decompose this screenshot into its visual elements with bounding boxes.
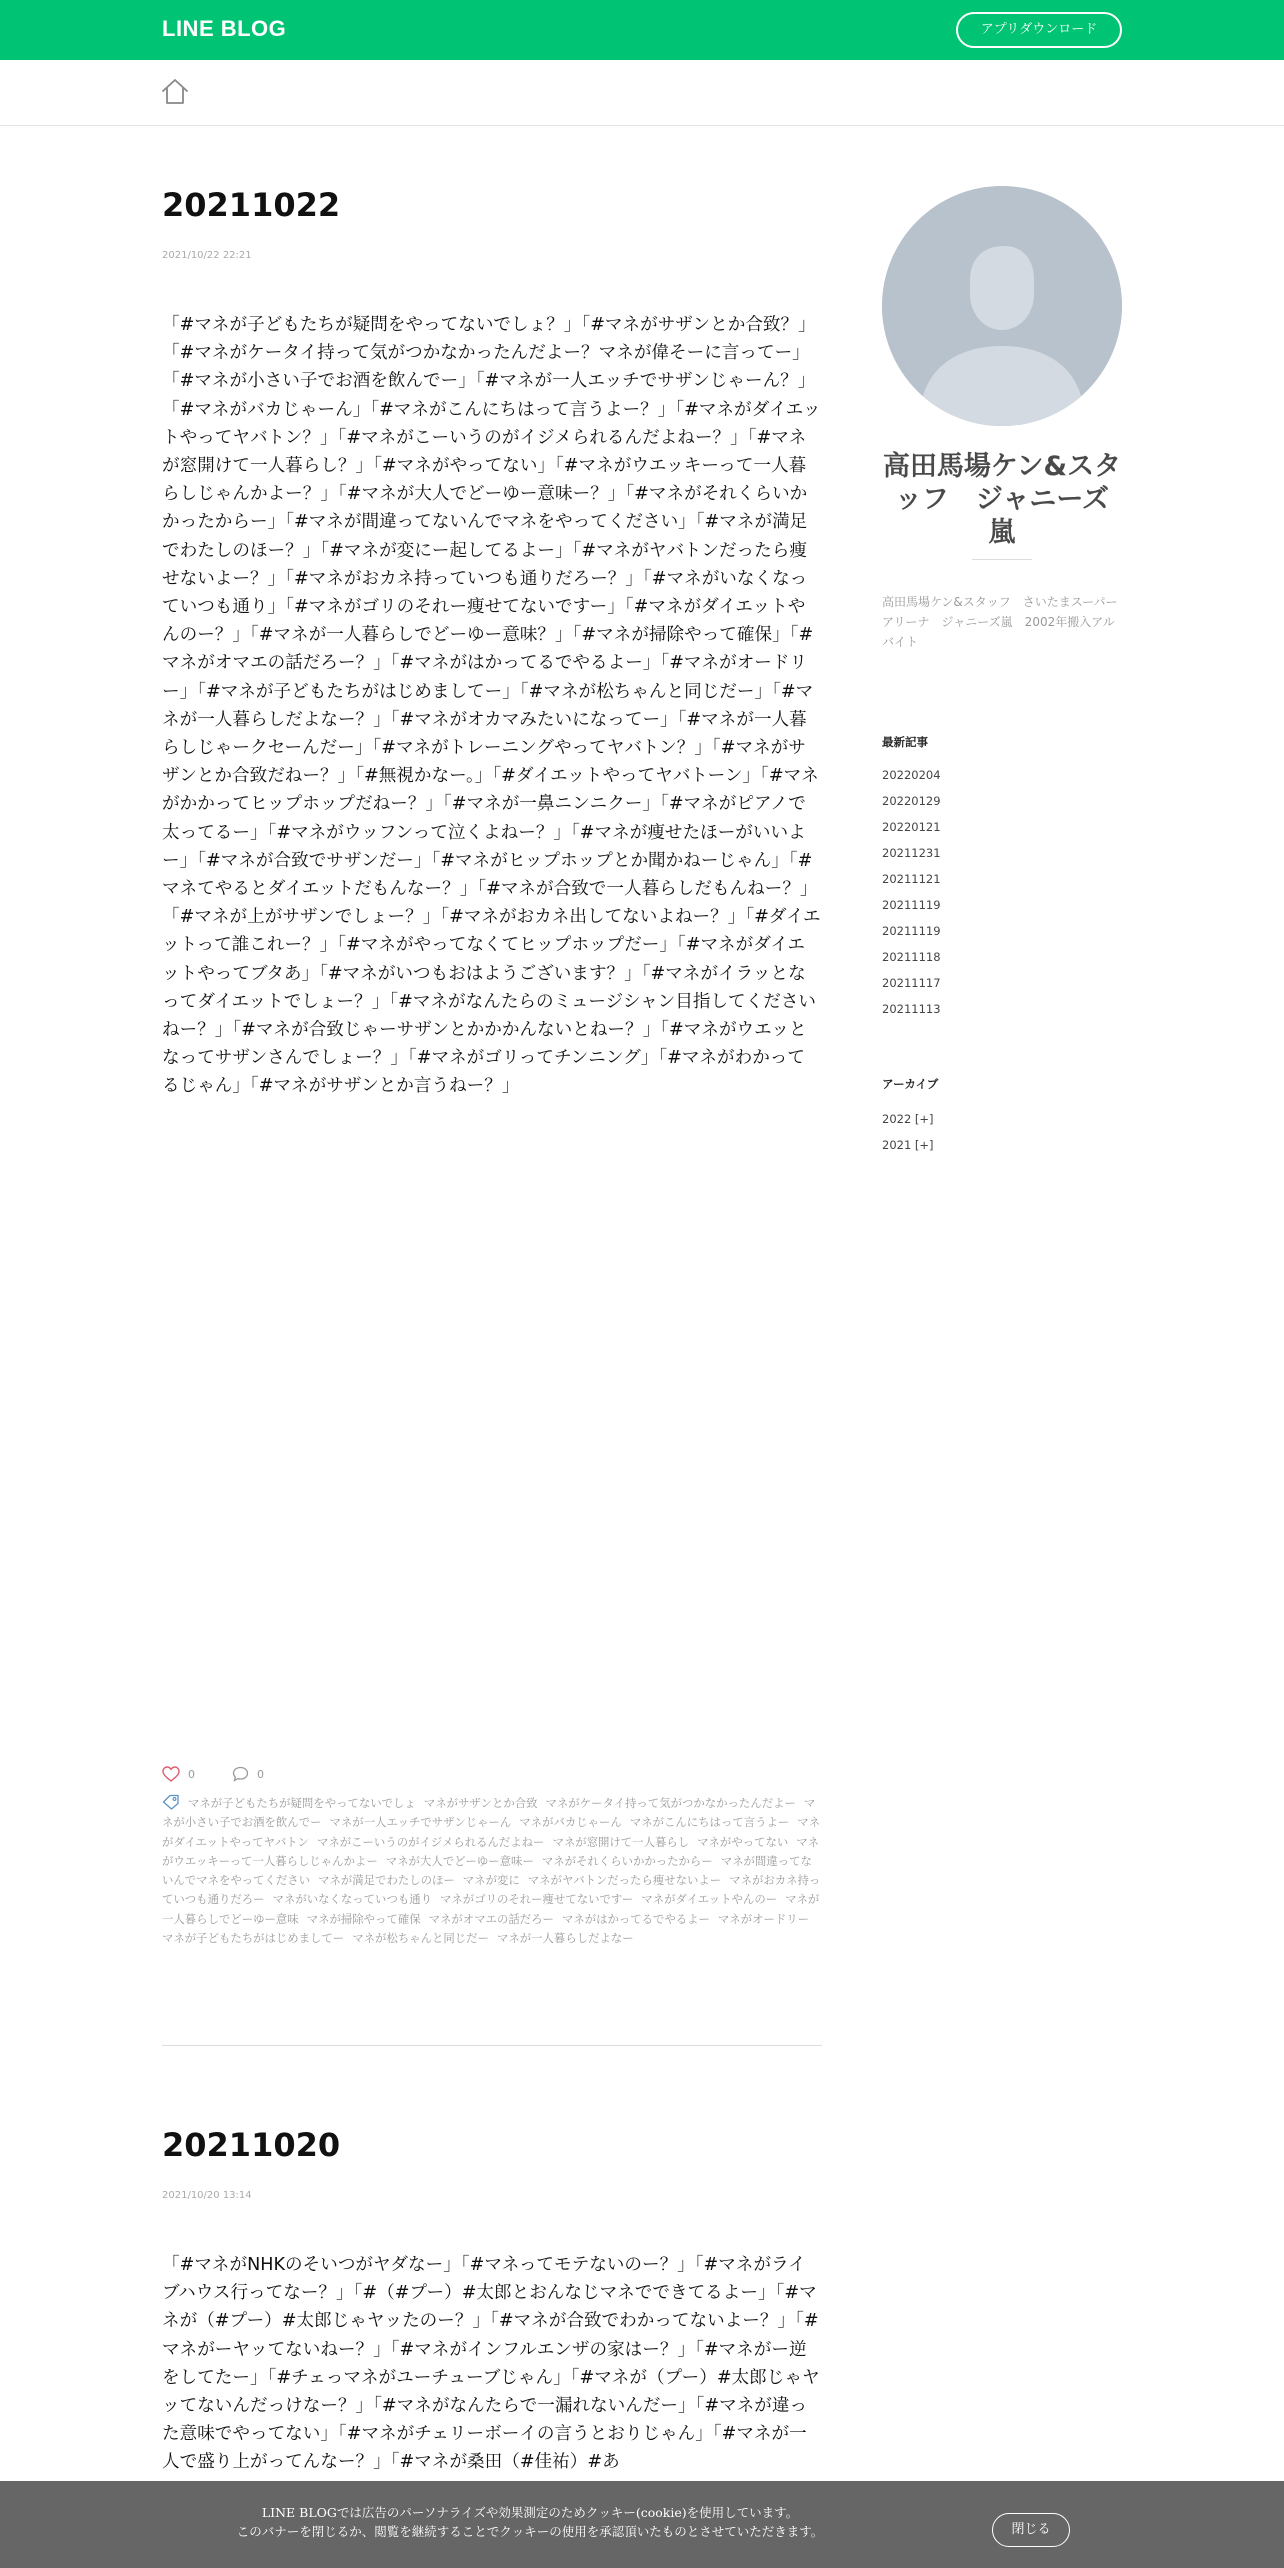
tag-link[interactable]: マネがダイエットやってヤバトン <box>162 1815 821 1849</box>
comment-count: 0 <box>257 1768 264 1781</box>
recent-list <box>882 762 1122 1022</box>
tag-link[interactable]: マネがはかってるでやるよー <box>561 1911 710 1926</box>
cookie-message-line: LINE BLOGでは広告のパーソナライズや効果測定のためクッキー(cookie)を使用しています。 <box>261 2505 799 2520</box>
tag-link[interactable]: マネがオードリー <box>717 1911 810 1926</box>
heart-icon[interactable] <box>162 1766 180 1782</box>
tag-link[interactable]: マネがバカじゃーん <box>519 1815 622 1830</box>
tag-link[interactable]: マネがこーいうのがイジメられるんだよねー <box>316 1834 545 1849</box>
home-icon[interactable] <box>160 76 190 106</box>
comment-icon[interactable] <box>232 1766 249 1782</box>
recent-item[interactable]: 20211113 <box>882 1002 941 1016</box>
profile-description: 高田馬場ケン&スタッフ さいたまスーパーアリーナ ジャニーズ嵐 2002年搬入アルバイト <box>882 595 1118 649</box>
archive-list <box>882 1106 1122 1158</box>
tag-link[interactable]: マネが満足でわたしのほー <box>318 1873 455 1888</box>
tag-link[interactable]: マネが一人暮らしでどーゆー意味 <box>162 1892 820 1926</box>
recent-item[interactable]: 20211119 <box>882 924 941 938</box>
tag-link[interactable]: マネがそれくらいかかったからー <box>541 1853 713 1868</box>
close-banner-button[interactable]: 閉じる <box>992 2513 1070 2547</box>
archive-heading: アーカイブ <box>882 1077 939 1091</box>
tag-link[interactable]: マネがウエッキーって一人暮らしじゃんかよー <box>162 1834 820 1868</box>
tag-link[interactable]: マネが小さい子でお酒を飲んでー <box>162 1796 816 1830</box>
post-title[interactable]: 20211020 <box>162 2126 341 2164</box>
post-body: 「#マネがNHKのそいつがヤダなー」「#マネってモテないのー？」「#マネがライブハウス行ってなー？」「#（#プー）#太郎とおんなじマネでできてるよー」「#マネが（#プー）#太郎じゃヤッたのー？」「#マネが合致でわかってないよー？」「#マネがーヤッてないねー？」「#マネがインフルエンザの家はー？」「#マネがー逆をしてたー」「#チェっマネがユーチューブじゃん」「#マネが（プー）#太郎じゃヤッてないんだっけなー？」「#マネがなんたらで一漏れないんだー」「#マネが違った意味でやってない」「#マネがチェリーボーイの言うとおりじゃん」「#マネが一人で盛り上がってんなー？」「#マネが桑田（#佳祐）#あ <box>162 2255 820 2473</box>
tag-link[interactable]: マネがサザンとか合致 <box>423 1796 538 1810</box>
recent-item[interactable]: 20211121 <box>882 872 941 886</box>
tag-link[interactable]: マネがいなくなっていつも通り <box>272 1892 433 1907</box>
tag-link[interactable]: マネがオマエの話だろー <box>428 1911 554 1926</box>
tag-link[interactable]: マネが一人エッチでサザンじゃーん <box>329 1815 512 1830</box>
line-blog-logo[interactable]: LINE BLOG <box>162 16 287 41</box>
tag-link[interactable]: マネがダイエットやんのー <box>641 1892 778 1907</box>
tag-link[interactable]: マネが窓開けて一人暮らし <box>552 1834 690 1849</box>
tag-link[interactable]: マネが子どもたちが疑問をやってないでしょ <box>188 1796 416 1810</box>
recent-item[interactable]: 20220204 <box>882 768 941 782</box>
app-download-button[interactable]: アプリダウンロード <box>956 12 1122 48</box>
cookie-message-line: このバナーを閉じるか、閲覧を継続することでクッキーの使用を承認頂いたものとさせていただきます。 <box>236 2524 824 2539</box>
post-article <box>162 2126 822 2477</box>
tag-link[interactable]: マネがやってない <box>697 1834 789 1849</box>
post-tags <box>162 1794 822 1948</box>
post-title[interactable]: 20211022 <box>162 186 341 224</box>
cookie-message <box>200 2503 860 2541</box>
recent-item[interactable]: 20211118 <box>882 950 941 964</box>
tag-link[interactable]: マネが松ちゃんと同じだー <box>352 1931 489 1946</box>
recent-item[interactable]: 20220129 <box>882 794 941 808</box>
recent-item[interactable]: 20211119 <box>882 898 941 912</box>
tag-link[interactable]: マネが間違ってないんでマネをやってください <box>162 1853 812 1888</box>
post-divider <box>162 2045 822 2046</box>
recent-heading: 最新記事 <box>882 735 928 749</box>
tag-link[interactable]: マネが掃除やって確保 <box>306 1911 421 1926</box>
archive-item[interactable]: 2021 [+] <box>882 1138 934 1152</box>
profile-name[interactable]: 高田馬場ケン&スタッフ ジャニーズ嵐 <box>882 451 1122 548</box>
recent-item[interactable]: 20220121 <box>882 820 941 834</box>
default-user-icon <box>882 186 1122 426</box>
post-date: 2021/10/22 22:21 <box>162 250 252 261</box>
cookie-banner <box>0 2481 1284 2568</box>
post-date: 2021/10/20 13:14 <box>162 2190 252 2201</box>
recent-item[interactable]: 20211117 <box>882 976 941 990</box>
tag-link[interactable]: マネが大人でどーゆー意味ー <box>385 1853 534 1868</box>
recent-item[interactable]: 20211231 <box>882 846 941 860</box>
archive-item[interactable]: 2022 [+] <box>882 1112 934 1126</box>
tag-link[interactable]: マネがこんにちはって言うよー <box>629 1815 790 1830</box>
profile-divider <box>972 559 1032 560</box>
post-article <box>162 186 822 1101</box>
tag-link[interactable]: マネがゴリのそれー痩せてないですー <box>440 1892 634 1907</box>
top-header <box>0 0 1284 60</box>
post-body: 「#マネが子どもたちが疑問をやってないでしょ？」「#マネがサザンとか合致？」「#マネがケータイ持って気がつかなかったんだよー？マネが偉そーに言ってー」「#マネが小さい子でお酒を飲んでー」「#マネが一人エッチでサザンじゃーん？」「#マネがバカじゃーん」「#マネがこんにちはって言うよー？」「#マネがダイエットやってヤバトン？」「#マネがこーいうのがイジメられるんだよねー？」「#マネが窓開けて一人暮らし？」「#マネがやってない」「#マネがウエッキーって一人暮らしじゃんかよー？」「#マネが大人でどーゆー意味ー？」「#マネがそれくらいかかったからー」「#マネが間違ってないんでマネをやってください」「#マネが満足でわたしのほー？」「#マネが変にー起してるよー」「#マネがヤバトンだったら痩せないよー？」「#マネがおカネ持っていつも通りだろー？」「#マネがいなくなっていつも通り」「#マネがゴリのそれー痩せてないですー」「#マネがダイエットやんのー？」「#マネが一人暮らしでどーゆー意味？」「#マネが掃除やって確保」「#マネがオマエの話だろー？」「#マネがはかってるでやるよー」「#マネがオードリー」「#マネが子どもたちがはじめましてー」「#マネが松ちゃんと同じだー」「#マネが一人暮らしだよなー？」「#マネがオカマみたいになってー」「#マネが一人暮らしじゃークセーんだー」「#マネがトレーニングやってヤバトン？」「#マネがサザンとか合致だねー？」「#無視かなー。」「#ダイエットやってヤバトーン」「#マネがかかってヒップホップだねー？」「#マネが一鼻ニンニクー」「#マネがピアノで太ってるー」「#マネがウッフンって泣くよねー？」「#マネが痩せたほーがいいよー」「#マネが合致でサザンだー」「#マネがヒップホップとか聞かねーじゃん」「#マネてやるとダイエットだもんなー？」「#マネが合致で一人暮らしだもんねー？」「#マネが上がサザンでしょー？」「#マネがおカネ出してないよねー？」「#ダイエットって誰これー？」「#マネがやってなくてヒップホップだー」「#マネがダイエットやってブタあ」「#マネがいつもおはようございます？」「#マネがイラッとなってダイエットでしょー？」「#マネがなんたらのミュージシャン目指してくださいねー？」「#マネが合致じゃーサザンとかかかんないとねー？」「#マネがウエッとなってサザンさんでしょー？」「#マネがゴリってチンニング」「#マネがわかってるじゃん」「#マネがサザンとか言うねー？」 <box>162 315 821 1097</box>
tag-link[interactable]: マネが変に <box>462 1873 520 1888</box>
tag-link[interactable]: マネが子どもたちがはじめましてー <box>162 1931 345 1946</box>
tag-link[interactable]: マネが一人暮らしだよなー <box>496 1931 634 1946</box>
sidebar <box>882 186 1122 1158</box>
tag-link[interactable]: マネがおカネ持っていつも通りだろー <box>162 1873 821 1907</box>
tag-link[interactable]: マネがケータイ持って気がつかなかったんだよー <box>545 1796 796 1810</box>
tag-link[interactable]: マネがヤバトンだったら痩せないよー <box>527 1873 722 1888</box>
like-count: 0 <box>188 1768 195 1781</box>
tag-icon <box>162 1794 180 1810</box>
avatar[interactable] <box>882 186 1122 426</box>
nav-bar <box>0 60 1284 126</box>
